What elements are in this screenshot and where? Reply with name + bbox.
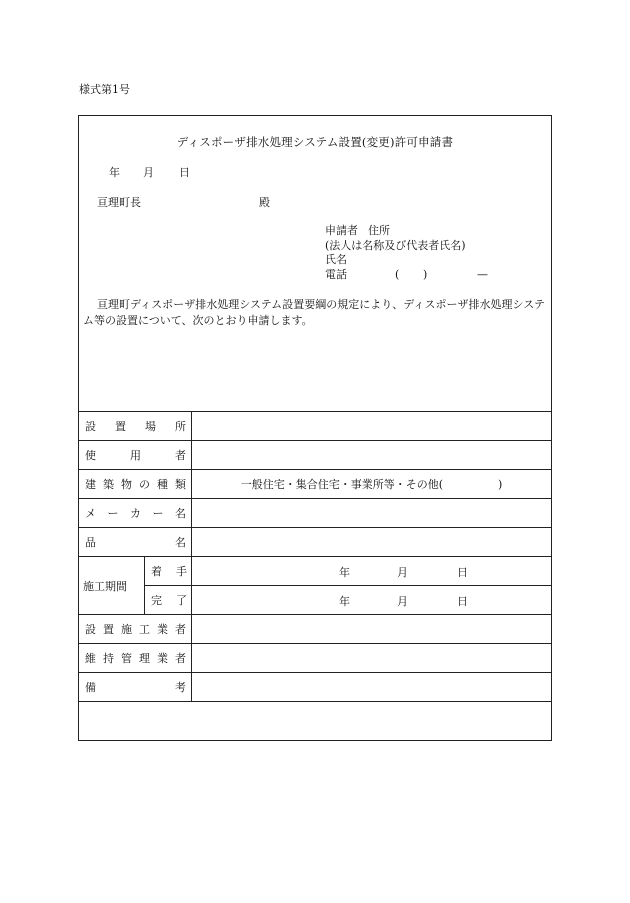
finish-day-label: 日 <box>457 595 468 608</box>
phone-dash: — <box>477 267 488 281</box>
maintainer-field[interactable] <box>192 644 552 673</box>
form-number: 様式第1号 <box>79 83 130 96</box>
application-table <box>78 411 552 702</box>
row-building-type <box>79 470 552 499</box>
remarks-field[interactable] <box>192 673 552 702</box>
start-year-label: 年 <box>339 566 350 579</box>
date-month-label: 月 <box>143 166 154 179</box>
application-sheet <box>78 115 552 741</box>
installer-field[interactable] <box>192 615 552 644</box>
start-date-field[interactable] <box>192 557 552 586</box>
remarks-label: 備 考 <box>79 673 192 702</box>
corporate-note: (法人は名称及び代表者氏名) <box>325 238 466 252</box>
product-field[interactable] <box>192 528 552 557</box>
row-location <box>79 412 552 441</box>
date-day-label: 日 <box>179 166 190 179</box>
application-statement: 亘理町ディスポーザ排水処理システム設置要綱の規定により、ディスポーザ排水処理システム等の設置について、次のとおり申請します。 <box>83 298 545 327</box>
user-label: 使 用 者 <box>79 441 192 470</box>
start-day-label: 日 <box>457 566 468 579</box>
applicant-label: 申請者 <box>325 224 358 237</box>
phone-paren-open: ( <box>395 267 400 281</box>
finish-year-label: 年 <box>339 595 350 608</box>
row-maker <box>79 499 552 528</box>
finish-month-label: 月 <box>397 595 408 608</box>
row-finish <box>79 586 552 615</box>
finish-label: 完 了 <box>145 586 192 615</box>
phone-paren-close: ) <box>423 267 428 281</box>
address-label: 住所 <box>368 224 390 237</box>
name-label: 氏名 <box>325 253 347 266</box>
construction-period-label: 施工期間 <box>79 557 145 615</box>
user-field[interactable] <box>192 441 552 470</box>
row-start <box>79 557 552 586</box>
row-user <box>79 441 552 470</box>
applicant-block <box>325 224 488 282</box>
installer-label: 設 置 施 工 業 者 <box>79 615 192 644</box>
building-type-label: 建 築 物 の 種 類 <box>79 470 192 499</box>
start-month-label: 月 <box>397 566 408 579</box>
start-label: 着 手 <box>145 557 192 586</box>
maintainer-label: 維 持 管 理 業 者 <box>79 644 192 673</box>
addressee: 亘理町長 <box>97 196 141 209</box>
row-maintainer <box>79 644 552 673</box>
building-type-field[interactable]: 一般住宅・集合住宅・事業所等・その他( ) <box>192 470 552 499</box>
honorific: 殿 <box>259 196 270 209</box>
row-product <box>79 528 552 557</box>
product-label: 品 名 <box>79 528 192 557</box>
maker-field[interactable] <box>192 499 552 528</box>
phone-label: 電話 <box>325 267 347 281</box>
finish-date-field[interactable] <box>192 586 552 615</box>
date-year-label: 年 <box>109 166 120 179</box>
location-field[interactable] <box>192 412 552 441</box>
row-remarks <box>79 673 552 702</box>
form-title: ディスポーザ排水処理システム設置(変更)許可申請書 <box>176 135 454 149</box>
location-label: 設 置 場 所 <box>79 412 192 441</box>
maker-label: メ ー カ ー 名 <box>79 499 192 528</box>
row-installer <box>79 615 552 644</box>
